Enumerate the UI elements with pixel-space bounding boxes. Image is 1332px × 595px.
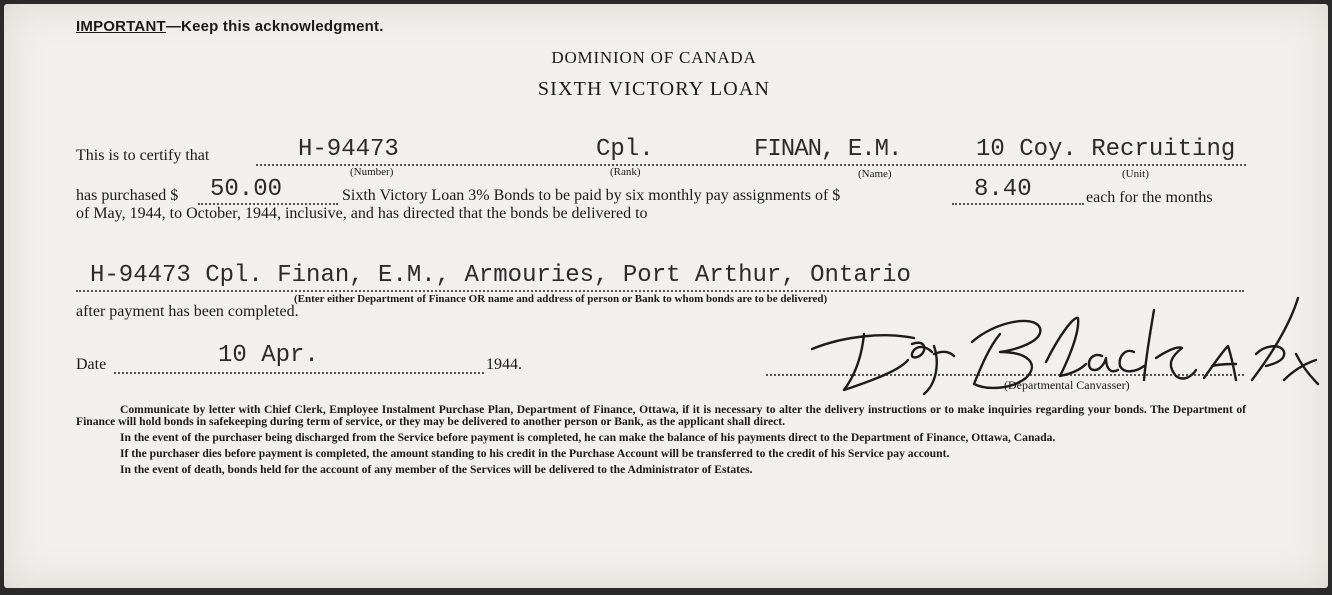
loan-title: SIXTH VICTORY LOAN xyxy=(537,78,771,100)
canvasser-signature xyxy=(804,294,1324,399)
fine-print-paragraph-3: If the purchaser dies before payment is completed, the amount standing to his credit in the Purchase Account will be transferred to the credit of his Service pay account. xyxy=(120,447,950,460)
unit-value: 10 Coy. Recruiting xyxy=(976,136,1236,163)
purchased-suffix: each for the months xyxy=(1086,189,1213,206)
name-value: FINAN, E.M. xyxy=(754,136,902,163)
assignment-value: 8.40 xyxy=(974,176,1032,203)
fine-print xyxy=(76,404,1246,480)
delivery-address-value: H-94473 Cpl. Finan, E.M., Armouries, Port Arthur, Ontario xyxy=(90,262,911,289)
certify-prefix: This is to certify that xyxy=(76,147,210,164)
number-value: H-94473 xyxy=(298,136,399,163)
important-notice xyxy=(76,18,384,35)
date-year: 1944. xyxy=(486,356,522,373)
fine-print-paragraph-4: In the event of death, bonds held for the account of any member of the Services will be delivered to the Administrator of Estates. xyxy=(120,463,753,476)
caption-number: (Number) xyxy=(350,166,394,178)
important-rest: —Keep this acknowledgment. xyxy=(165,18,384,35)
date-dotted-line xyxy=(114,372,484,374)
amount-value: 50.00 xyxy=(210,176,283,203)
purchased-middle: Sixth Victory Loan 3% Bonds to be paid by six monthly pay assignments of $ xyxy=(342,187,841,204)
caption-unit: (Unit) xyxy=(1122,168,1149,180)
fine-print-paragraph-2: In the event of the purchaser being discharged from the Service before payment is completed, he can make the balance of his payments direct to the Department of Finance, Ottawa, Canada. xyxy=(120,431,1056,444)
after-payment: after payment has been completed. xyxy=(76,303,299,320)
purchased-prefix: has purchased $ xyxy=(76,187,179,204)
caption-name: (Name) xyxy=(858,168,892,180)
date-value: 10 Apr. xyxy=(218,342,319,369)
dominion-heading: DOMINION OF CANADA xyxy=(551,48,757,67)
caption-rank: (Rank) xyxy=(610,166,641,178)
delivery-caption: (Enter either Department of Finance OR name and address of person or Bank to whom bonds are to be delivered) xyxy=(294,293,828,305)
important-word: IMPORTANT xyxy=(76,18,166,35)
date-label: Date xyxy=(76,356,107,373)
rank-value: Cpl. xyxy=(596,136,654,163)
months-line: of May, 1944, to October, 1944, inclusive, and has directed that the bonds be delivered to xyxy=(76,205,648,222)
fine-print-paragraph-1: Communicate by letter with Chief Clerk, Employee Instalment Purchase Plan, Department of Finance, Ottawa, if it is necessary to alter the delivery instructions or to make inquiries regarding your bonds. The Department of Finance will hold bonds in safekeeping during term of service, or they may be delivered to another person or Bank, as the applicant shall direct. xyxy=(76,403,1246,428)
certify-dotted-line xyxy=(256,164,1246,166)
canvasser-caption: (Departmental Canvasser) xyxy=(1004,378,1130,392)
acknowledgment-form xyxy=(4,4,1328,588)
delivery-dotted-line xyxy=(76,290,1244,292)
assignment-dotted-line xyxy=(952,203,1084,205)
